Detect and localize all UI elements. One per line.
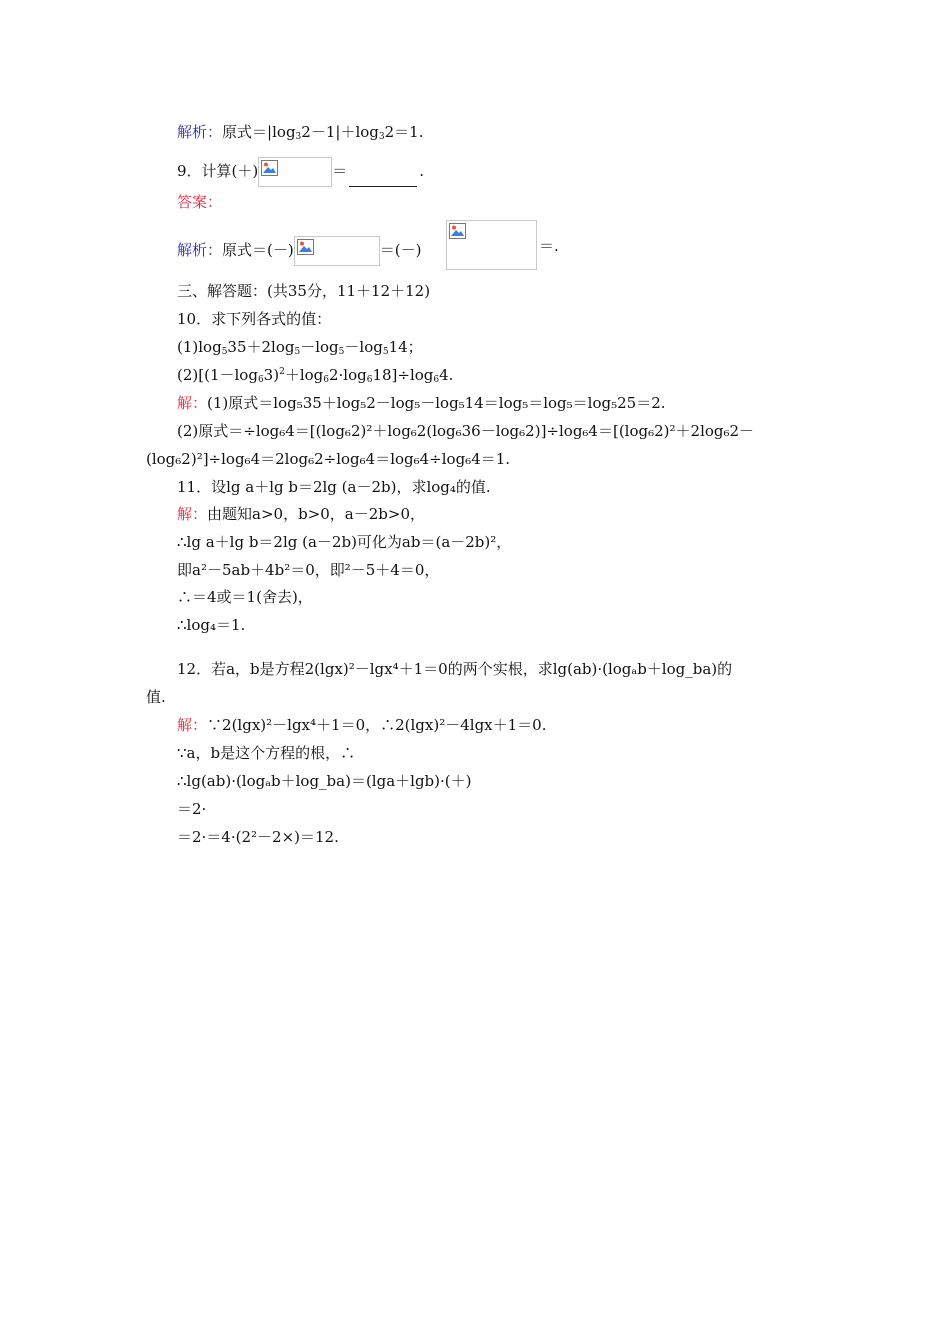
broken-image-icon: [294, 236, 380, 266]
q12-line-5: ＝2·＝4·(2²－2×)＝12.: [177, 828, 339, 846]
q9-analysis-end: ＝.: [539, 237, 559, 255]
q10-part1: $(1)\log_535+2\log_5-\log_5-\log_514$；: [177, 338, 423, 357]
q12-line-2: ∵a，b是这个方程的根，∴: [177, 744, 356, 762]
answer-blank: [349, 172, 417, 187]
q11-line-5: ∴log₄＝1.: [177, 616, 246, 634]
q11-line-3: 即a²－5ab＋4b²＝0，即²－5＋4＝0，: [177, 561, 440, 579]
broken-image-icon: [258, 157, 332, 187]
q10-part2: $(2)[(1-\log_63)^2+\log_62\cdot\log_618]\div\log_64$.: [177, 366, 454, 385]
q11-solution-1: 解：由题知a>0，b>0，a－2b>0，: [177, 505, 426, 523]
q11-line-4: ∴＝4或＝1(舍去)，: [177, 588, 313, 606]
q12-solution-1: 解：∵2(lgx)²－lgx⁴＋1＝0，∴2(lgx)²－4lgx＋1＝0.: [177, 716, 547, 734]
q10-solution-1: 解：(1)原式＝log₅35＋log₅2－log₅－log₅14＝log₅＝log₅＝log₅25＝2.: [177, 394, 666, 412]
q12-line-3: ∴lg(ab)·(logₐb＋log_ba)＝(lga＋lgb)·(＋): [177, 772, 472, 790]
q11-line-2: ∴lg a＋lg b＝2lg (a－2b)可化为ab＝(a－2b)²，: [177, 533, 512, 551]
solution-label: 解: [177, 394, 193, 412]
section-heading: 三、解答题：(共35分，11＋12＋12): [177, 282, 431, 300]
q9-question-line: 9．计算(＋) ＝ .: [177, 157, 424, 177]
q8-analysis-line: 解析：原式$=|\log_32-1|+\log_32=1$.: [177, 123, 424, 142]
q11-title: 11．设lg a＋lg b＝2lg (a－2b)，求log₄的值.: [177, 478, 491, 496]
q12-title: 12．若a，b是方程2(lgx)²－lgx⁴＋1＝0的两个实根，求lg(ab)·(logₐb＋log_ba)的: [177, 660, 733, 678]
q12-line-4: ＝2·: [177, 800, 207, 818]
q9-answer-line: 答案：: [177, 193, 223, 211]
q9-analysis-line: 解析：原式＝(－) ＝(－): [177, 236, 421, 256]
q10-solution-2a: (2)原式＝÷log₆4＝[(log₆2)²＋log₆2(log₆36－log₆2)]÷log₆4＝[(log₆2)²＋2log₆2－: [177, 422, 755, 440]
broken-image-icon: [446, 220, 537, 270]
q12-title-cont: 值.: [146, 688, 166, 706]
analysis-label: 解析: [177, 123, 208, 141]
q10-title: 10．求下列各式的值：: [177, 310, 332, 328]
q10-solution-2b: (log₆2)²]÷log₆4＝2log₆2÷log₆4＝log₆4÷log₆4＝1.: [146, 450, 511, 468]
answer-label: 答案: [177, 193, 208, 211]
